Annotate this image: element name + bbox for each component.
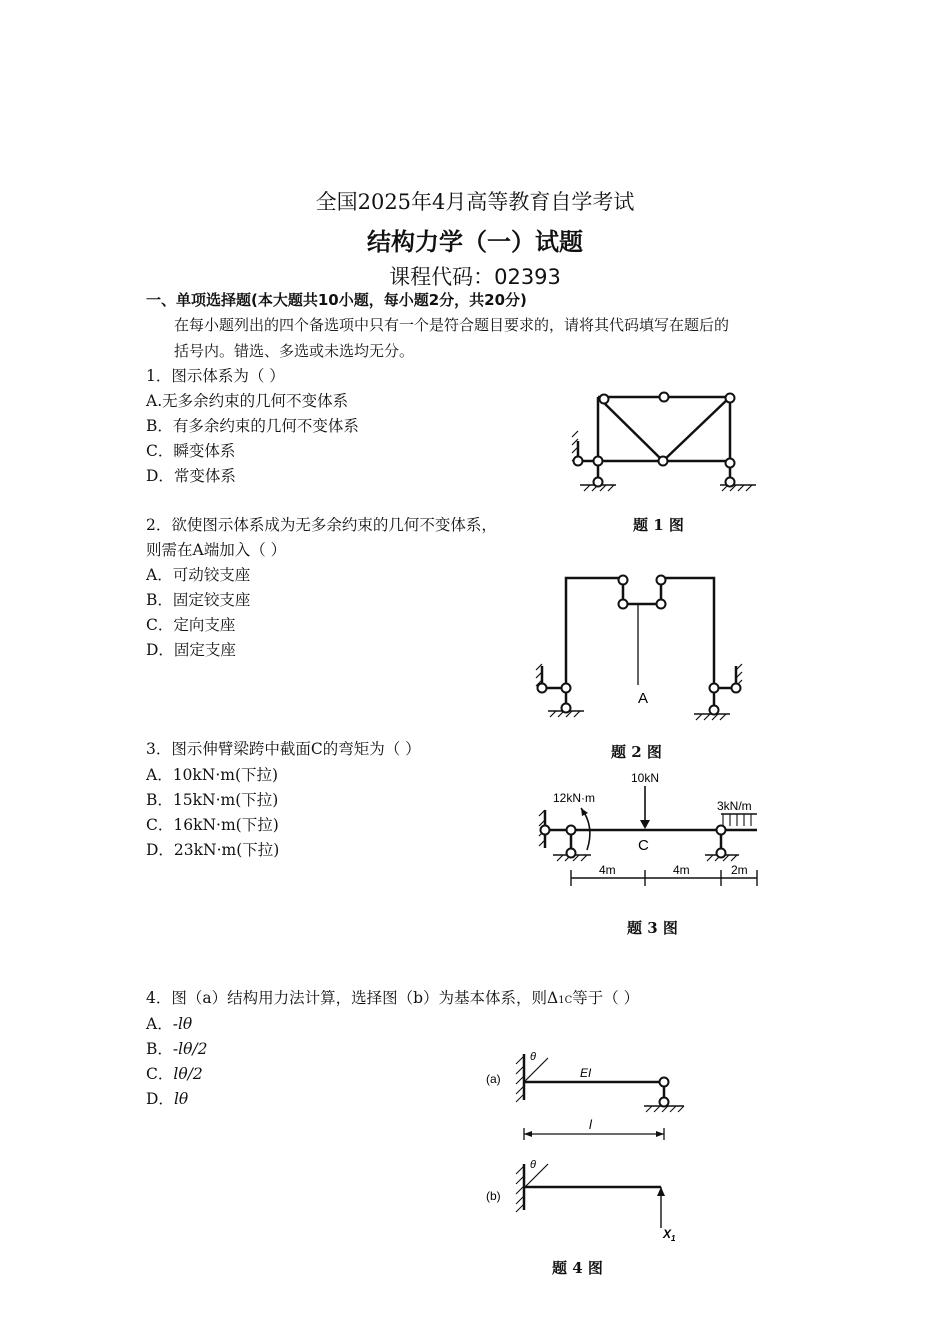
figure-3-beam — [535, 768, 770, 898]
figure-3-dim-2: 4m — [673, 863, 690, 877]
q3-option-b: B．15kN·m(下拉) — [146, 791, 279, 809]
figure-3-dim-3: 2m — [731, 863, 748, 877]
section-title: 一、单项选择题(本大题共10小题，每小题2分，共20分) — [146, 291, 527, 309]
figure-2-caption: 题 2 图 — [611, 743, 662, 761]
q4-option-b: B．-lθ/2 — [146, 1040, 208, 1058]
q4-option-d: D．lθ — [146, 1090, 189, 1108]
q1-option-d: D．常变体系 — [146, 467, 236, 485]
figure-4-length-label: l — [589, 1117, 592, 1132]
q3-option-c: C．16kN·m(下拉) — [146, 816, 279, 834]
q1-option-b: B．有多余约束的几何不变体系 — [146, 417, 359, 435]
subject-title: 结构力学（一）试题 — [367, 228, 583, 256]
figure-3-section-label: C — [638, 837, 649, 854]
figure-3-distributed-load-label: 3kN/m — [717, 799, 752, 813]
figure-4-label-b: (b) — [486, 1189, 501, 1203]
figure-2-label-a: A — [638, 690, 649, 707]
q3-option-a: A．10kN·m(下拉) — [146, 766, 279, 784]
figure-4-caption: 题 4 图 — [552, 1259, 603, 1277]
question-2-stem-line-1: 2．欲使图示体系成为无多余约束的几何不变体系， — [146, 516, 497, 534]
figure-4-theta-a: θ — [530, 1051, 536, 1063]
q2-option-b: B．固定铰支座 — [146, 591, 251, 609]
q4-option-a: A．-lθ — [146, 1015, 193, 1033]
question-2-stem-line-2: 则需在A端加入（ ） — [146, 541, 287, 559]
q4-option-c: C．lθ/2 — [146, 1065, 203, 1083]
q1-option-c: C．瞬变体系 — [146, 442, 236, 460]
figure-1-truss — [560, 385, 760, 495]
figure-4-theta-b: θ — [530, 1159, 536, 1171]
course-code: 课程代码：02393 — [389, 265, 561, 289]
question-4-stem: 4．图（a）结构用力法计算，选择图（b）为基本体系，则Δ1C等于（ ） — [146, 989, 640, 1007]
figure-4-x1-label: $X_1$ — [663, 1227, 676, 1243]
figure-3-point-load-label: 10kN — [631, 771, 660, 785]
instruction-line-1: 在每小题列出的四个备选项中只有一个是符合题目要求的，请将其代码填写在题后的 — [174, 316, 730, 334]
q2-option-c: C．定向支座 — [146, 616, 236, 634]
figure-4-ei-label: EI — [580, 1066, 592, 1080]
figure-3-dim-1: 4m — [599, 863, 616, 877]
question-3-stem: 3．图示伸臂梁跨中截面C的弯矩为（ ） — [146, 740, 421, 758]
figure-1-caption: 题 1 图 — [633, 516, 684, 534]
figure-4-label-a: (a) — [486, 1072, 501, 1086]
figure-4-force-method — [480, 1050, 700, 1245]
q3-option-d: D．23kN·m(下拉) — [146, 841, 280, 859]
figure-3-caption: 题 3 图 — [627, 919, 678, 937]
q2-option-d: D．固定支座 — [146, 641, 236, 659]
q1-option-a: A.无多余约束的几何不变体系 — [146, 392, 349, 410]
instruction-line-2: 括号内。错选、多选或未选均无分。 — [174, 342, 415, 360]
exam-title: 全国2025年4月高等教育自学考试 — [315, 190, 635, 214]
figure-3-moment-label: 12kN·m — [553, 791, 596, 805]
question-1-stem: 1．图示体系为（ ） — [146, 367, 285, 385]
figure-2-frame — [530, 570, 750, 720]
q2-option-a: A．可动铰支座 — [146, 566, 251, 584]
